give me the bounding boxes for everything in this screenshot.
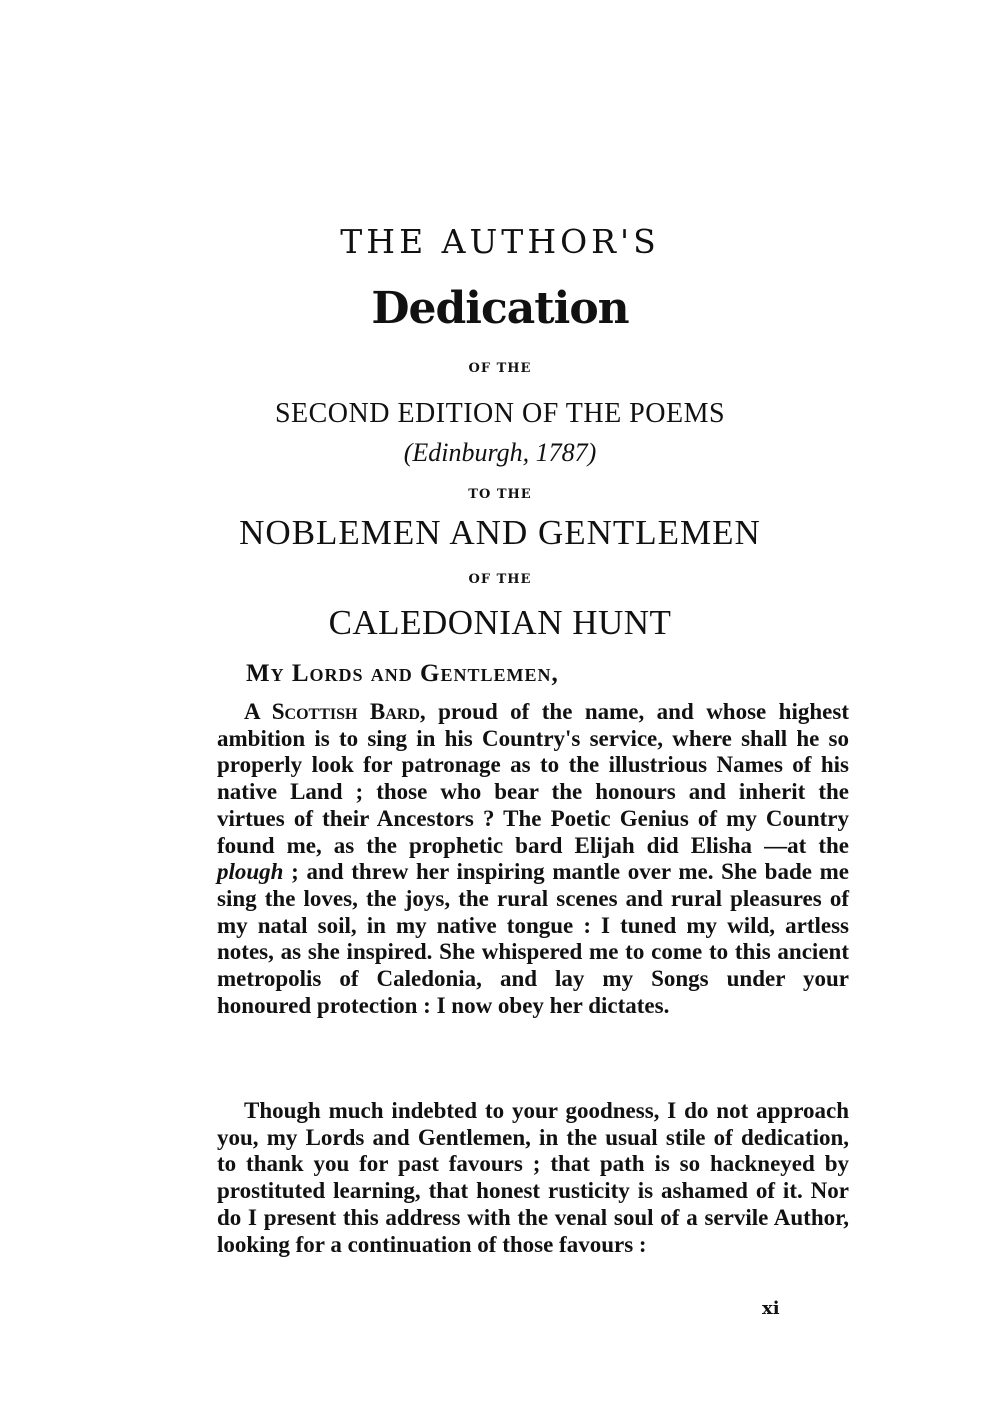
heading-dedication-blackletter: Dedication <box>371 283 629 334</box>
paragraph-1-italic: plough <box>217 859 284 885</box>
salutation: My Lords and Gentlemen, <box>246 660 559 687</box>
heading-second-edition: SECOND EDITION OF THE POEMS <box>274 398 726 429</box>
page-number: xi <box>762 1298 780 1319</box>
heading-caledonian-hunt: CALEDONIAN HUNT <box>328 603 672 642</box>
paragraph-1-text-b: ; and threw her inspiring mantle over me. She bade me sing the loves, the joys, the rural scenes and rural pleasures of my natal soil, in my native tongue : I tuned my wild, artless notes, as she inspired. She whispered me to come to this ancient metropolis of Caledonia, and lay my Songs under your honoured protection : I now obey her dictates. <box>217 859 849 1018</box>
paragraph-1-opening: A Scottish Bard, <box>244 699 426 724</box>
heading-to-the: TO THE <box>468 487 532 502</box>
paragraph-1 <box>217 699 849 1019</box>
paragraph-1-text-a: proud of the name, and whose highest ambition is to sing in his Country's service, where shall he so properly look for patronage as to the illustrious Names of his native Land ; those who bear the honours and inherit the virtues of their Ancestors ? The Poetic Genius of my Country found me, as the prophetic bard Elijah did Elisha —at the <box>217 699 849 858</box>
heading-edinburgh-date: (Edinburgh, 1787) <box>403 438 597 467</box>
paragraph-2: Though much indebted to your goodness, I do not approach you, my Lords and Gentlemen, in the usual stile of dedication, to thank you for past favours ; that path is so hackneyed by prostituted learning, that honest rusticity is ashamed of it. Nor do I present this address with the venal soul of a servile Author, looking for a continuation of those favours : <box>217 1098 849 1257</box>
heading-authors: THE AUTHOR'S <box>340 222 660 261</box>
heading-noblemen: NOBLEMEN AND GENTLEMEN <box>239 513 761 552</box>
heading-of-the-1: OF THE <box>468 361 532 376</box>
heading-of-the-2: OF THE <box>468 572 532 587</box>
